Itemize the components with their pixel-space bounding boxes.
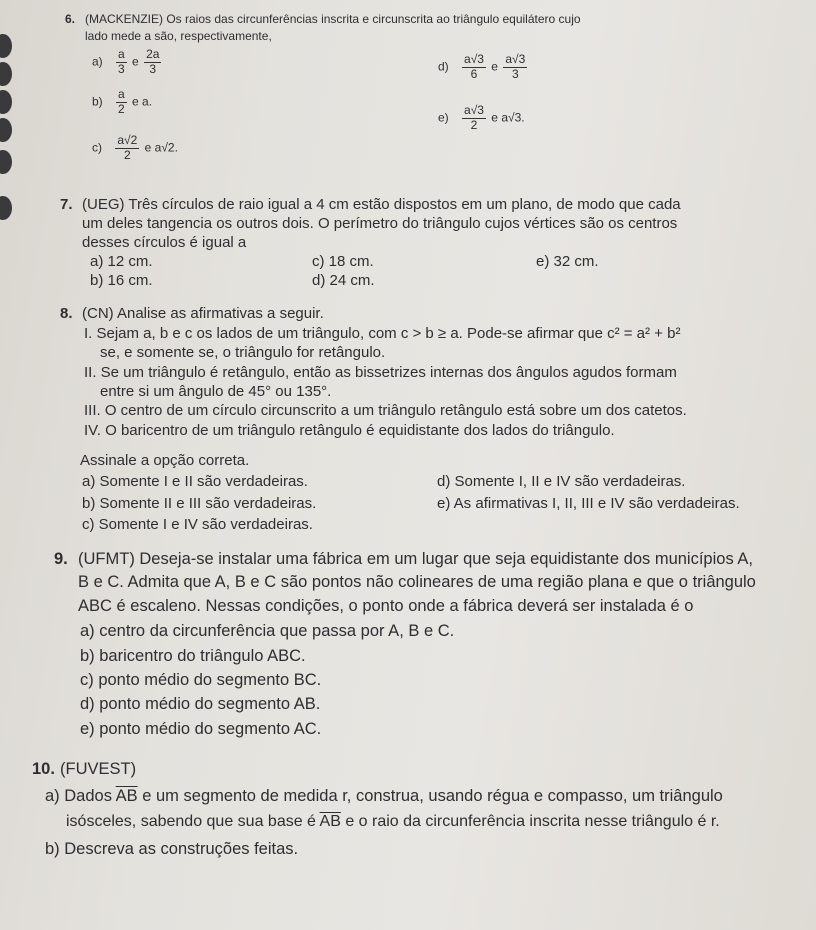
statement-ii: II. Se um triângulo é retângulo, então as bissetrizes internas dos ângulos agudos formam	[84, 364, 677, 381]
option-d: d) ponto médio do segmento AB.	[80, 695, 321, 713]
option-letter: e)	[438, 110, 449, 125]
option-e: e) As afirmativas I, II, III e IV são verdadeiras.	[437, 495, 740, 512]
option-b: b) Somente II e III são verdadeiras.	[82, 495, 317, 512]
fraction: $\frac{a√3}{6}$	[464, 52, 484, 81]
binder-hole	[0, 34, 12, 58]
fraction: $\frac{a}{2}$	[118, 87, 125, 116]
option-b: b) 16 cm.	[90, 272, 153, 289]
question-prompt: Assinale a opção correta.	[80, 452, 250, 469]
binder-hole	[0, 150, 12, 174]
question-number: 9.	[54, 550, 68, 568]
option-d: d) 24 cm.	[312, 272, 375, 289]
option-e: e) ponto médio do segmento AC.	[80, 720, 322, 738]
question-stem: lado mede a são, respectivamente,	[85, 29, 272, 43]
item-a-continued: isósceles, sabendo que sua base é $\overline{AB}$ e o raio da circunferência inscrita nesse triângulo é r.	[66, 813, 720, 830]
binder-holes	[0, 0, 18, 930]
fraction: $\frac{2a}{3}$	[146, 47, 160, 76]
question-stem: ABC é escaleno. Nessas condições, o ponto onde a fábrica deverá ser instalada é o	[78, 597, 694, 615]
question-stem: (UFMT) Deseja-se instalar uma fábrica em um lugar que seja equidistante dos municípios A,	[78, 550, 753, 568]
option-a: a) 12 cm.	[90, 253, 153, 270]
statement-iv: IV. O baricentro de um triângulo retângulo é equidistante dos lados do triângulo.	[84, 422, 615, 439]
option-letter: a)	[92, 54, 103, 69]
option-e: e) $\frac{a√3}{2}$ e a√3.	[438, 103, 525, 132]
option-letter: c)	[92, 140, 102, 155]
option-c: c) 18 cm.	[312, 253, 374, 270]
segment-label: $\overline{AB}$	[319, 813, 341, 830]
question-number: 6.	[65, 12, 76, 26]
statement-i: I. Sejam a, b e c os lados de um triângulo, com c > b ≥ a. Pode-se afirmar que c² = a² + b²	[84, 325, 681, 342]
option-letter: d)	[438, 59, 449, 74]
statement-ii: entre si um ângulo de 45° ou 135°.	[100, 383, 332, 400]
segment-label: $\overline{AB}$	[115, 787, 138, 805]
option-c: c) $\frac{a√2}{2}$ e a√2.	[92, 133, 178, 162]
question-number: 10.	[32, 760, 55, 778]
option-b: b) baricentro do triângulo ABC.	[80, 647, 306, 665]
question-number: 7.	[60, 196, 73, 213]
option-d: d) $\frac{a√3}{6}$ e $\frac{a√3}{3}$	[438, 52, 526, 81]
question-stem: (UEG) Três círculos de raio igual a 4 cm estão dispostos em um plano, de modo que cada	[82, 196, 681, 213]
binder-hole	[0, 118, 12, 142]
item-a: a) Dados $\overline{AB}$ e um segmento de medida r, construa, usando régua e compasso, um triângulo	[45, 787, 723, 805]
fraction: $\frac{a√3}{2}$	[464, 103, 484, 132]
fraction: $\frac{a}{3}$	[118, 47, 125, 76]
option-letter: b)	[92, 94, 103, 109]
option-a: a) Somente I e II são verdadeiras.	[82, 473, 308, 490]
option-a: a) $\frac{a}{3}$ e $\frac{2a}{3}$	[92, 47, 160, 76]
option-b: b) $\frac{a}{2}$ e a.	[92, 87, 153, 116]
question-stem: (CN) Analise as afirmativas a seguir.	[82, 305, 324, 322]
question-stem: desses círculos é igual a	[82, 234, 247, 251]
option-a: a) centro da circunferência que passa por A, B e C.	[80, 622, 455, 640]
option-c: c) Somente I e IV são verdadeiras.	[82, 516, 313, 533]
fraction: $\frac{a√2}{2}$	[117, 133, 138, 162]
fraction: $\frac{a√3}{3}$	[505, 52, 526, 81]
option-d: d) Somente I, II e IV são verdadeiras.	[437, 473, 686, 490]
statement-iii: III. O centro de um círculo circunscrito a um triângulo retângulo está sobre um dos catetos.	[84, 402, 687, 419]
option-c: c) ponto médio do segmento BC.	[80, 671, 322, 689]
binder-hole	[0, 196, 12, 220]
question-stem: (MACKENZIE) Os raios das circunferências inscrita e circunscrita ao triângulo equilátero cujo	[85, 12, 581, 26]
item-b: b) Descreva as construções feitas.	[45, 840, 299, 858]
binder-hole	[0, 90, 12, 114]
question-number: 8.	[60, 305, 73, 322]
question-source: (FUVEST)	[60, 760, 137, 778]
question-stem: um deles tangencia os outros dois. O perímetro do triângulo cujos vértices são os centros	[82, 215, 678, 232]
statement-i: se, e somente se, o triângulo for retângulo.	[100, 344, 386, 361]
question-stem: B e C. Admita que A, B e C são pontos não colineares de uma região plana e que o triângulo	[78, 573, 756, 591]
option-e: e) 32 cm.	[536, 253, 599, 270]
binder-hole	[0, 62, 12, 86]
